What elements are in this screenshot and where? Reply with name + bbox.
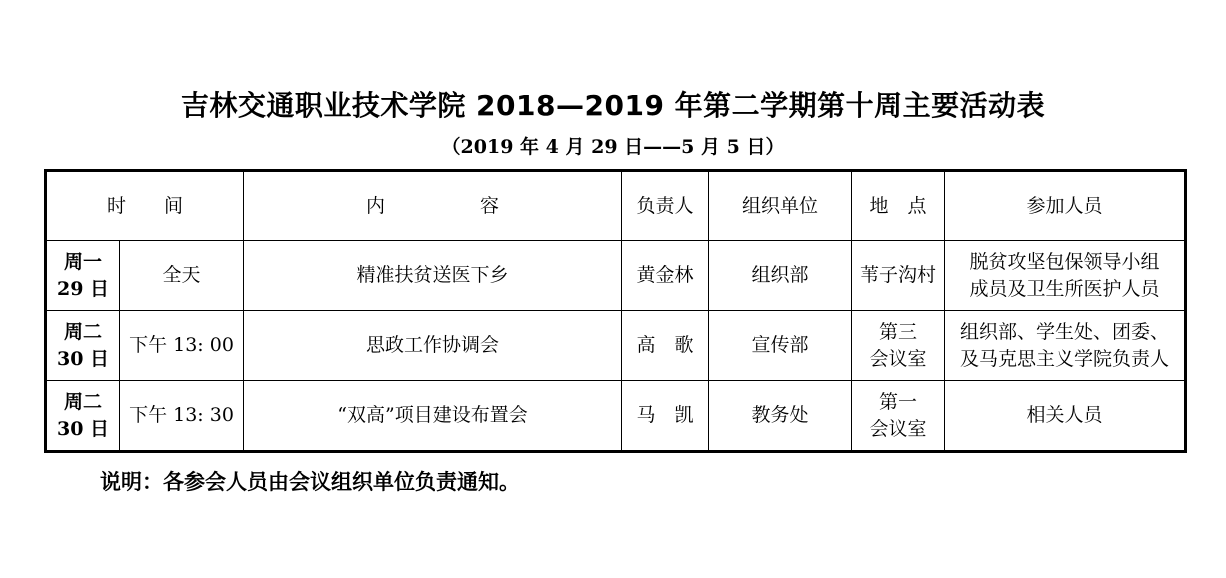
- header-time: 时 间: [46, 171, 244, 241]
- time-cell: 全天: [120, 241, 244, 311]
- day-cell: [46, 381, 120, 452]
- date: 30 日: [56, 417, 110, 440]
- unit-cell: 组织部: [709, 241, 852, 311]
- header-unit: 组织单位: [709, 171, 852, 241]
- content-cell: 思政工作协调会: [244, 311, 622, 381]
- footnote: 说明：各参会人员由会议组织单位负责通知。: [100, 470, 520, 494]
- time-cell: 下午 13: 00: [120, 311, 244, 381]
- place-line: 第三: [879, 320, 918, 343]
- time-cell: 下午 13: 30: [120, 381, 244, 452]
- participants-cell: [945, 381, 1186, 452]
- unit-cell: 宣传部: [709, 311, 852, 381]
- table-row: [46, 241, 1186, 311]
- place-cell: [852, 311, 945, 381]
- participants-cell: [945, 311, 1186, 381]
- place-cell: [852, 381, 945, 452]
- participants-line: 相关人员: [1026, 404, 1103, 426]
- content-cell: 精准扶贫送医下乡: [244, 241, 622, 311]
- weekday: 周二: [63, 390, 102, 413]
- place-line: 会议室: [869, 347, 927, 370]
- header-content: 内 容: [244, 171, 622, 241]
- person-cell: 马 凯: [622, 381, 709, 452]
- content-cell: “双高”项目建设布置会: [244, 381, 622, 452]
- place-line: 苇子沟村: [860, 264, 937, 286]
- table-row: [46, 311, 1186, 381]
- place-line: 会议室: [869, 417, 927, 440]
- place-line: 第一: [879, 390, 918, 413]
- day-cell: [46, 241, 120, 311]
- page-title: 吉林交通职业技术学院 2018—2019 年第二学期第十周主要活动表: [180, 89, 1046, 122]
- participants-line: 及马克思主义学院负责人: [960, 347, 1170, 370]
- header-place: 地 点: [852, 171, 945, 241]
- participants-line: 成员及卫生所医护人员: [969, 277, 1160, 300]
- unit-cell: 教务处: [709, 381, 852, 452]
- participants-line: 脱贫攻坚包保领导小组: [969, 250, 1160, 273]
- date: 30 日: [56, 347, 110, 370]
- table-row: [46, 381, 1186, 452]
- person-cell: 黄金林: [622, 241, 709, 311]
- table-header-row: [46, 171, 1186, 241]
- place-cell: [852, 241, 945, 311]
- header-participants: 参加人员: [945, 171, 1186, 241]
- date-range: （2019 年 4 月 29 日——5 月 5 日）: [441, 136, 785, 158]
- header-person: 负责人: [622, 171, 709, 241]
- weekday: 周二: [63, 320, 102, 343]
- date: 29 日: [56, 277, 110, 300]
- participants-cell: [945, 241, 1186, 311]
- person-cell: 高 歌: [622, 311, 709, 381]
- participants-line: 组织部、学生处、团委、: [960, 320, 1170, 343]
- weekday: 周一: [63, 250, 102, 273]
- day-cell: [46, 311, 120, 381]
- activity-table: [44, 169, 1187, 453]
